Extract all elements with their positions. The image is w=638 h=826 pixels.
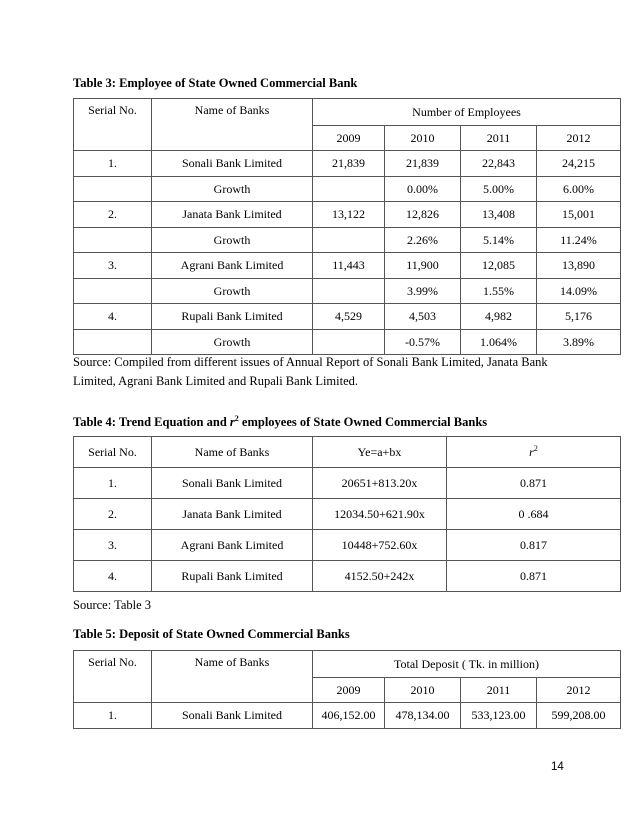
table4-caption-post: employees of State Owned Commercial Banks xyxy=(238,415,488,430)
serial-cell xyxy=(74,177,152,202)
table-row xyxy=(74,253,621,279)
value-cell: 2.26% xyxy=(385,228,461,253)
value-cell: 13,890 xyxy=(537,253,621,279)
value-cell: 599,208.00 xyxy=(537,703,621,729)
serial-cell xyxy=(74,279,152,304)
equation-cell: 4152.50+242x xyxy=(313,561,447,592)
value-cell: -0.57% xyxy=(385,330,461,355)
bank-name-cell: Rupali Bank Limited xyxy=(152,304,313,330)
value-cell: 21,839 xyxy=(313,151,385,177)
serial-cell: 3. xyxy=(74,530,152,561)
value-cell xyxy=(313,228,385,253)
table3-header-group: Number of Employees xyxy=(313,99,621,126)
value-cell: 1.55% xyxy=(461,279,537,304)
value-cell: 478,134.00 xyxy=(385,703,461,729)
value-cell: 3.89% xyxy=(537,330,621,355)
table4-caption-var: r xyxy=(229,415,235,430)
value-cell: 14.09% xyxy=(537,279,621,304)
table4-caption xyxy=(73,414,487,430)
value-cell xyxy=(313,177,385,202)
equation-cell: 20651+813.20x xyxy=(313,468,447,499)
bank-name-cell: Growth xyxy=(152,279,313,304)
value-cell: 406,152.00 xyxy=(313,703,385,729)
value-cell: 5,176 xyxy=(537,304,621,330)
bank-name-cell: Growth xyxy=(152,228,313,253)
r2-cell: 0.871 xyxy=(447,468,621,499)
bank-name-cell: Sonali Bank Limited xyxy=(152,468,313,499)
r-variable: r xyxy=(529,445,534,459)
table4-header-serial: Serial No. xyxy=(74,437,152,468)
table5-header-group: Total Deposit ( Tk. in million) xyxy=(313,651,621,678)
equation-cell: 12034.50+621.90x xyxy=(313,499,447,530)
value-cell: 1.064% xyxy=(461,330,537,355)
r2-cell: 0.871 xyxy=(447,561,621,592)
table5-caption: Table 5: Deposit of State Owned Commercial Banks xyxy=(73,627,350,641)
value-cell: 11,900 xyxy=(385,253,461,279)
value-cell: 15,001 xyxy=(537,202,621,228)
table5-year: 2010 xyxy=(385,678,461,703)
bank-name-cell: Growth xyxy=(152,330,313,355)
value-cell: 12,085 xyxy=(461,253,537,279)
table-row xyxy=(74,468,621,499)
bank-name-cell: Janata Bank Limited xyxy=(152,202,313,228)
table3 xyxy=(73,98,621,355)
serial-cell: 3. xyxy=(74,253,152,279)
table-row xyxy=(74,304,621,330)
serial-cell: 4. xyxy=(74,304,152,330)
table5-year: 2012 xyxy=(537,678,621,703)
table-row xyxy=(74,561,621,592)
value-cell: 4,982 xyxy=(461,304,537,330)
value-cell: 13,122 xyxy=(313,202,385,228)
serial-cell: 2. xyxy=(74,499,152,530)
value-cell: 22,843 xyxy=(461,151,537,177)
table3-year: 2011 xyxy=(461,126,537,151)
value-cell: 11.24% xyxy=(537,228,621,253)
equation-cell: 10448+752.60x xyxy=(313,530,447,561)
table3-caption: Table 3: Employee of State Owned Commercial Bank xyxy=(73,76,358,90)
bank-name-cell: Growth xyxy=(152,177,313,202)
value-cell: 3.99% xyxy=(385,279,461,304)
serial-cell xyxy=(74,228,152,253)
value-cell: 11,443 xyxy=(313,253,385,279)
value-cell: 12,826 xyxy=(385,202,461,228)
serial-cell: 4. xyxy=(74,561,152,592)
value-cell: 0.00% xyxy=(385,177,461,202)
table-row xyxy=(74,228,621,253)
table4-header-r2 xyxy=(447,437,621,468)
value-cell xyxy=(313,330,385,355)
table3-header-name: Name of Banks xyxy=(152,99,313,151)
bank-name-cell: Agrani Bank Limited xyxy=(152,530,313,561)
table5-year: 2009 xyxy=(313,678,385,703)
table3-source-line: Limited, Agrani Bank Limited and Rupali Bank Limited. xyxy=(73,374,359,388)
bank-name-cell: Sonali Bank Limited xyxy=(152,151,313,177)
table5-header-serial: Serial No. xyxy=(74,651,152,703)
table-row xyxy=(74,703,621,729)
table-row xyxy=(74,151,621,177)
table3-year: 2010 xyxy=(385,126,461,151)
table5-header-name: Name of Banks xyxy=(152,651,313,703)
value-cell: 4,503 xyxy=(385,304,461,330)
value-cell xyxy=(313,279,385,304)
bank-name-cell: Rupali Bank Limited xyxy=(152,561,313,592)
table3-source xyxy=(73,353,573,391)
value-cell: 24,215 xyxy=(537,151,621,177)
value-cell: 5.00% xyxy=(461,177,537,202)
table4-source: Source: Table 3 xyxy=(73,598,152,612)
serial-cell: 1. xyxy=(74,468,152,499)
value-cell: 5.14% xyxy=(461,228,537,253)
r2-cell: 0 .684 xyxy=(447,499,621,530)
table4-caption-pre: Table 4: Trend Equation and xyxy=(73,415,230,430)
table4-header-eq: Ye=a+bx xyxy=(313,437,447,468)
table-row xyxy=(74,330,621,355)
serial-cell: 1. xyxy=(74,703,152,729)
table-row xyxy=(74,202,621,228)
table5-year: 2011 xyxy=(461,678,537,703)
value-cell: 21,839 xyxy=(385,151,461,177)
bank-name-cell: Janata Bank Limited xyxy=(152,499,313,530)
table4-header-name: Name of Banks xyxy=(152,437,313,468)
value-cell: 4,529 xyxy=(313,304,385,330)
serial-cell: 2. xyxy=(74,202,152,228)
table-row xyxy=(74,177,621,202)
value-cell: 533,123.00 xyxy=(461,703,537,729)
page-number: 14 xyxy=(551,761,564,773)
table3-header-serial: Serial No. xyxy=(74,99,152,151)
value-cell: 13,408 xyxy=(461,202,537,228)
table5 xyxy=(73,650,621,729)
table-row xyxy=(74,530,621,561)
table3-year: 2012 xyxy=(537,126,621,151)
bank-name-cell: Sonali Bank Limited xyxy=(152,703,313,729)
serial-cell: 1. xyxy=(74,151,152,177)
table4-caption-exp: 2 xyxy=(234,414,239,423)
r-exponent: 2 xyxy=(533,444,538,453)
table-row xyxy=(74,279,621,304)
table3-year: 2009 xyxy=(313,126,385,151)
table-row xyxy=(74,499,621,530)
table3-source-line: Source: Compiled from different issues of Annual Report of Sonali Bank Limited, Janata Bank xyxy=(73,355,548,369)
value-cell: 6.00% xyxy=(537,177,621,202)
bank-name-cell: Agrani Bank Limited xyxy=(152,253,313,279)
r2-cell: 0.817 xyxy=(447,530,621,561)
serial-cell xyxy=(74,330,152,355)
table4 xyxy=(73,436,621,592)
